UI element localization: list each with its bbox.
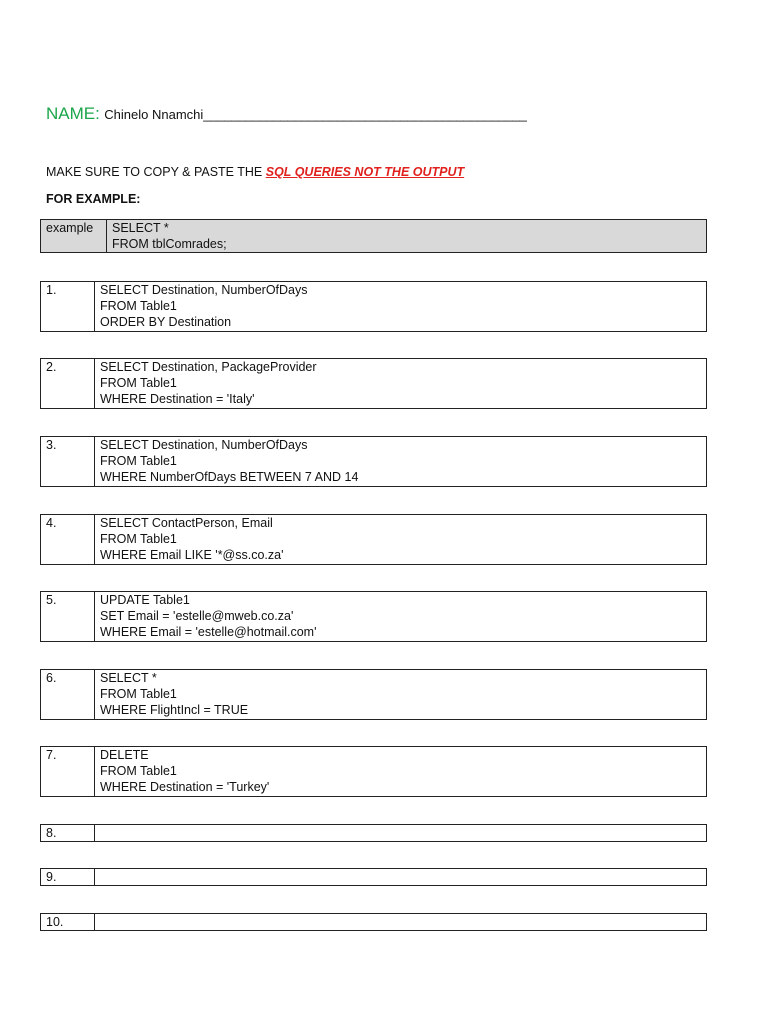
question-number: 6. (41, 670, 95, 720)
query-line: FROM Table1 (100, 764, 177, 779)
question-number: 9. (41, 869, 95, 886)
answer-table-9 (40, 868, 707, 886)
answer-query[interactable] (95, 869, 707, 886)
answer-query (95, 515, 707, 565)
query-line: WHERE Email = 'estelle@hotmail.com' (100, 625, 317, 640)
query-line: SELECT * (112, 221, 169, 235)
instruction-emphasis: SQL QUERIES NOT THE OUTPUT (265, 165, 465, 179)
answer-query[interactable] (95, 825, 707, 842)
answer-query[interactable] (95, 914, 707, 931)
instruction-prefix: MAKE SURE TO COPY & PASTE THE (46, 165, 266, 179)
name-label: NAME: (46, 104, 100, 123)
answer-table-2 (40, 358, 707, 409)
example-heading: FOR EXAMPLE: (46, 192, 141, 206)
answer-query (95, 670, 707, 720)
query-line: SELECT * (100, 671, 157, 685)
query-line: WHERE Destination = 'Italy' (100, 392, 255, 407)
query-line: WHERE Destination = 'Turkey' (100, 780, 270, 795)
example-query (107, 220, 707, 253)
query-line: FROM Table1 (100, 532, 177, 547)
example-table (40, 219, 707, 253)
query-line: SELECT ContactPerson, Email (100, 516, 273, 530)
answer-query (95, 747, 707, 797)
name-line (46, 104, 527, 124)
query-line: FROM Table1 (100, 454, 177, 469)
query-line: DELETE (100, 748, 149, 762)
query-line: UPDATE Table1 (100, 593, 190, 607)
answer-query (95, 359, 707, 409)
answer-table-5 (40, 591, 707, 642)
answer-query (95, 282, 707, 332)
query-line: SELECT Destination, PackageProvider (100, 360, 317, 374)
student-name: Chinelo Nnamchi (104, 107, 204, 122)
answer-table-1 (40, 281, 707, 332)
query-line: FROM Table1 (100, 376, 177, 391)
answer-query (95, 437, 707, 487)
example-label: example (41, 220, 107, 253)
query-line: SELECT Destination, NumberOfDays (100, 283, 308, 297)
answer-table-3 (40, 436, 707, 487)
question-number: 10. (41, 914, 95, 931)
query-line: FROM Table1 (100, 299, 177, 314)
answer-table-7 (40, 746, 707, 797)
query-line: SELECT Destination, NumberOfDays (100, 438, 308, 452)
question-number: 7. (41, 747, 95, 797)
question-number: 3. (41, 437, 95, 487)
answer-table-4 (40, 514, 707, 565)
question-number: 2. (41, 359, 95, 409)
instruction-text (46, 165, 464, 179)
query-line: WHERE NumberOfDays BETWEEN 7 AND 14 (100, 470, 359, 485)
question-number: 5. (41, 592, 95, 642)
query-line: WHERE FlightIncl = TRUE (100, 703, 249, 718)
answer-query (95, 592, 707, 642)
answer-table-6 (40, 669, 707, 720)
answer-table-8 (40, 824, 707, 842)
question-number: 4. (41, 515, 95, 565)
query-line: FROM Table1 (100, 687, 177, 702)
answer-table-10 (40, 913, 707, 931)
query-line: WHERE Email LIKE '*@ss.co.za' (100, 548, 284, 563)
question-number: 1. (41, 282, 95, 332)
query-line: SET Email = 'estelle@mweb.co.za' (100, 609, 294, 624)
question-number: 8. (41, 825, 95, 842)
name-underline: ______________________________________________ (203, 107, 527, 122)
query-line: ORDER BY Destination (100, 315, 232, 330)
query-line: FROM tblComrades; (112, 237, 227, 252)
